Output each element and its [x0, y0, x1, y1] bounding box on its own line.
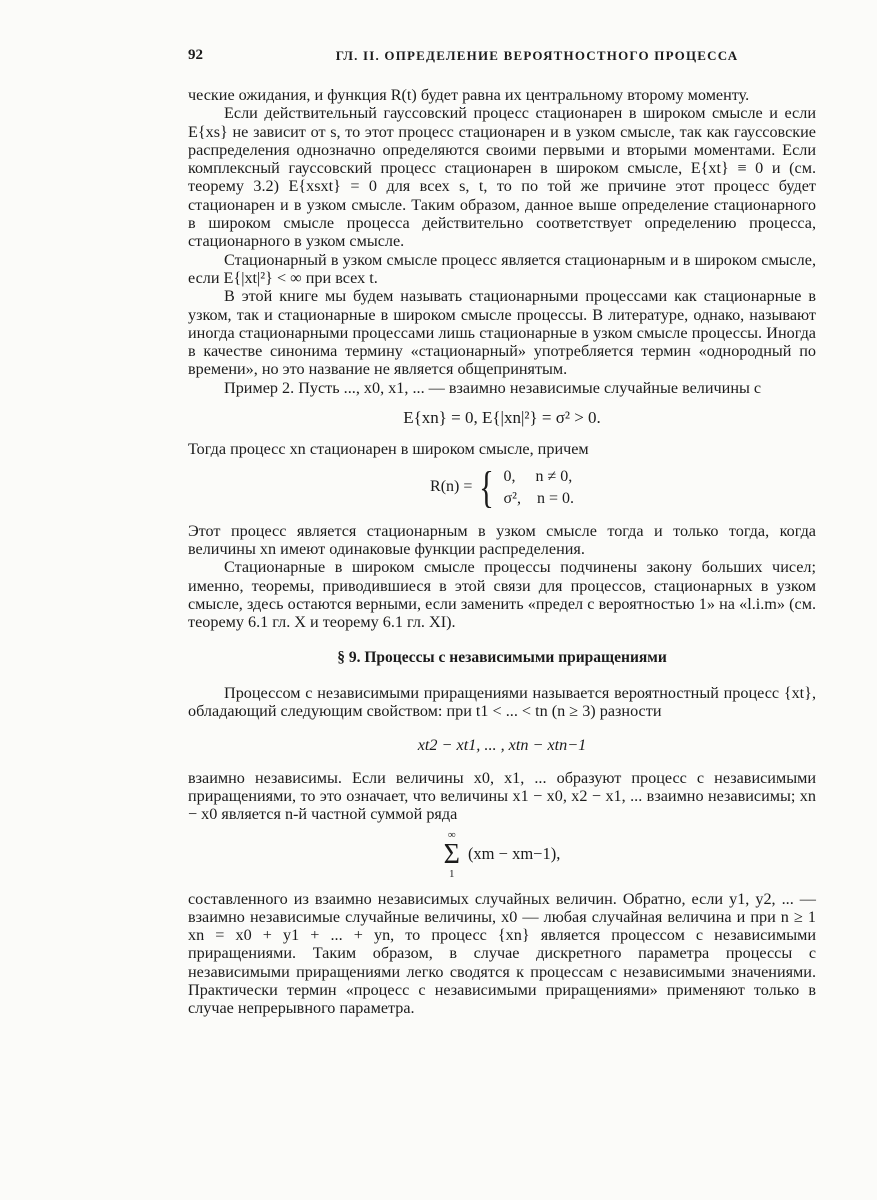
paragraph-6: Тогда процесс xn стационарен в широком смысле, причем	[188, 440, 589, 459]
equation-covariance-lhs: R(n) =	[430, 478, 473, 496]
left-brace-symbol: {	[479, 462, 495, 512]
paragraph-4: В этой книге мы будем называть стационарными процессами как стационарные в узком, так и стационарные в широком смысле процессы. В литературе, однако, называют иногда стационарными процессами лишь стационарные в узком смысле процессы. Иногда в качестве синонима термину «стационарный» употребляется термин «однородный по времени», но это название не является общепринятым.	[188, 287, 816, 379]
running-title: ГЛ. II. ОПРЕДЕЛЕНИЕ ВЕРОЯТНОСТНОГО ПРОЦЕССА	[335, 48, 739, 63]
page-number: 92	[188, 47, 203, 63]
equation-covariance	[188, 462, 816, 512]
sigma-symbol: Σ	[443, 838, 460, 870]
paragraph-7: Этот процесс является стационарным в узком смысле тогда и только тогда, когда величины xn имеют одинаковые функции распределения.	[188, 521, 816, 558]
paragraph-8: Стационарные в широком смысле процессы подчинены закону больших чисел; именно, теоремы, приводившиеся в этой связи для процессов, стационарных в узком смысле, здесь остаются верными, если заменить «предел с вероятностью 1» на «l.i.m» (см. теорему 6.1 гл. X и теорему 6.1 гл. XI).	[188, 558, 816, 632]
page-body	[188, 86, 816, 1018]
paragraph-example-2: Пример 2. Пусть ..., x0, x1, ... — взаимно независимые случайные величины с	[224, 378, 762, 397]
paragraph-2: Если действительный гауссовский процесс стационарен в широком смысле и если E{xs} не зависит от s, то этот процесс стационарен и в узком смысле, так как гауссовские распределения однозначно определяются своими первыми и вторыми моментами. Если комплексный гауссовский процесс стационарен в широком смысле, E{xt} ≡ 0 и (см. теорему 3.2) E{xsxt} = 0 для всех s, t, то по той же причине этот процесс будет стационарен и в узком смысле. Таким образом, данное выше определение стационарного в широком смысле процесса действительно соответствует определению процесса, стационарного в узком смысле.	[188, 104, 816, 251]
page-header	[188, 47, 816, 67]
paragraph-3: Стационарный в узком смысле процесс является стационарным и в широком смысле, если E{|xt|²} < ∞ при всех t.	[188, 250, 816, 287]
sum-symbol	[444, 830, 460, 880]
equation-series	[188, 830, 816, 880]
paragraph-1: ческие ожидания, и функция R(t) будет равна их центральному второму моменту.	[188, 86, 750, 104]
sum-lower-limit: 1	[449, 867, 455, 880]
sum-expression: (xm − xm−1),	[467, 844, 561, 864]
paragraph-9: Процессом с независимыми приращениями называется вероятностный процесс {xt}, обладающий следующим свойством: при t1 < ... < tn (n ≥ 3) разности	[188, 683, 816, 721]
equation-increments: xt2 − xt1, ... , xtn − xtn−1	[417, 736, 587, 755]
paragraph-10: взаимно независимы. Если величины x0, x1, ... образуют процесс с независимыми приращениями, то это означает, что величины x1 − x0, x2 − x1, ... взаимно независимы; xn − x0 является n-й частной суммой ряда	[188, 768, 816, 824]
sum-upper-limit: ∞	[447, 828, 456, 841]
section-title: § 9. Процессы с независимыми приращениями	[337, 649, 667, 667]
equation-case-1: 0, n ≠ 0,	[503, 467, 573, 485]
equation-covariance-cases	[504, 466, 574, 510]
equation-moments: E{xn} = 0, E{|xn|²} = σ² > 0.	[403, 408, 601, 428]
equation-case-2: σ², n = 0.	[503, 489, 574, 507]
paragraph-11: составленного из взаимно независимых случайных величин. Обратно, если y1, y2, ... — взаимно независимые случайные величины, x0 — любая случайная величина и при n ≥ 1 xn = x0 + y1 + ... + yn, то процесс {xn} является процессом с независимыми приращениями. Таким образом, в случае дискретного параметра процессы с независимыми приращениями легко сводятся к процессам с независимыми значениями. Практически термин «процесс с независимыми приращениями» применяют только в случае непрерывного параметра.	[188, 889, 816, 1018]
